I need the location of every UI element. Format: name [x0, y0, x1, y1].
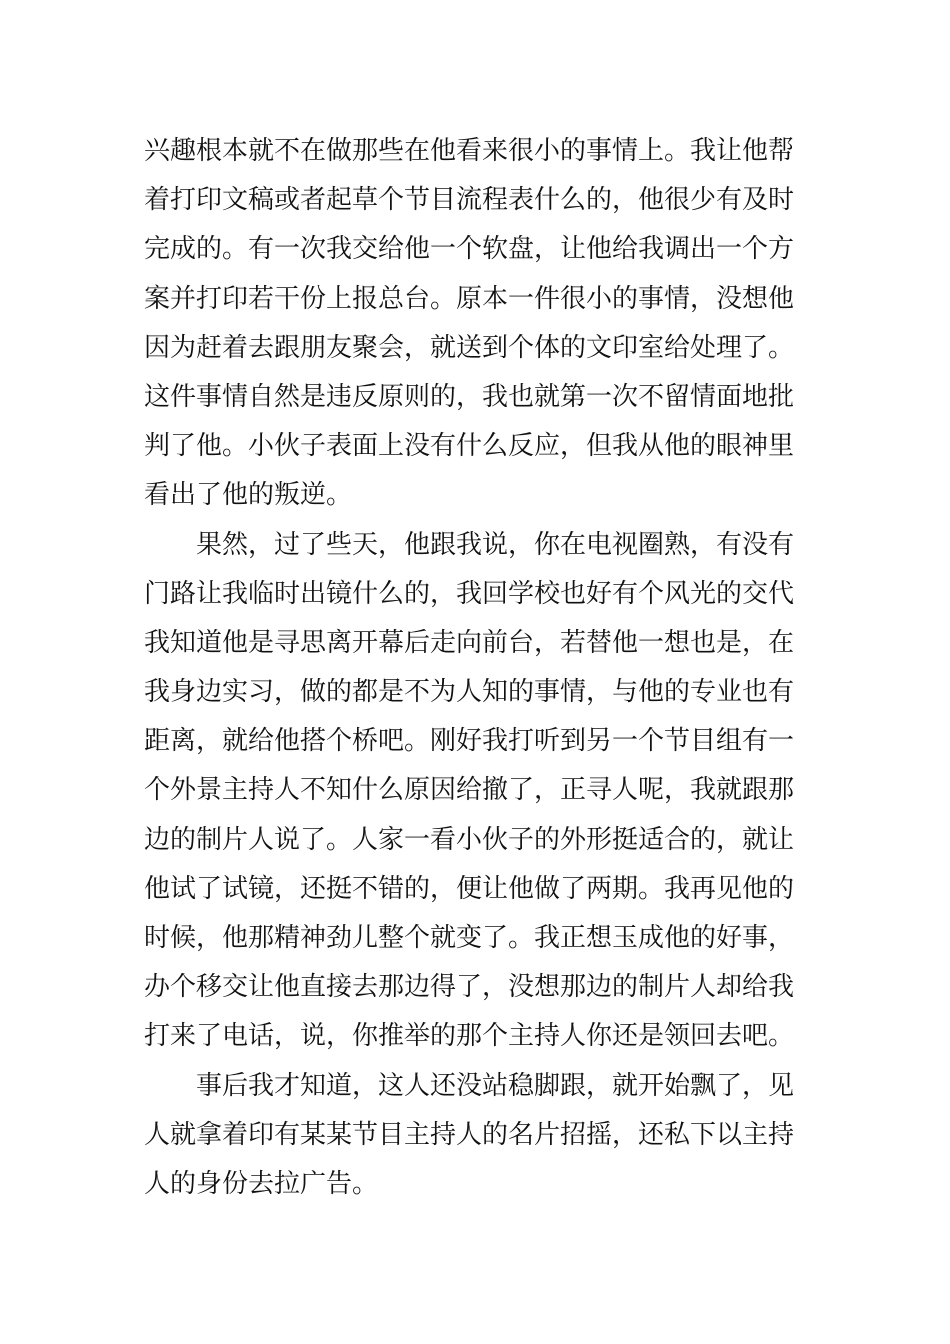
text-line: 我身边实习，做的都是不为人知的事情，与他的专业也有	[144, 677, 795, 708]
text-line: 距离，就给他搭个桥吧。刚好我打听到另一个节目组有一	[144, 726, 795, 757]
paragraph-start-line: 事后我才知道，这人还没站稳脚跟，就开始飘了，见	[196, 1070, 795, 1101]
text-line: 完成的。有一次我交给他一个软盘，让他给我调出一个方	[144, 234, 795, 265]
text-line: 因为赶着去跟朋友聚会，就送到个体的文印室给处理了。	[144, 332, 795, 363]
body-text	[144, 127, 808, 1209]
text-line: 判了他。小伙子表面上没有什么反应，但我从他的眼神里	[144, 431, 795, 462]
text-line: 时候，他那精神劲儿整个就变了。我正想玉成他的好事，	[144, 923, 795, 953]
paragraph-start-line: 果然，过了些天，他跟我说，你在电视圈熟，有没有	[196, 529, 795, 560]
text-line: 打来了电话，说，你推举的那个主持人你还是领回去吧。	[144, 1021, 795, 1052]
text-line: 这件事情自然是违反原则的，我也就第一次不留情面地批	[144, 381, 795, 412]
text-line: 边的制片人说了。人家一看小伙子的外形挺适合的，就让	[144, 824, 795, 855]
text-line: 人就拿着印有某某节目主持人的名片招摇，还私下以主持	[144, 1119, 795, 1150]
text-line: 他试了试镜，还挺不错的，便让他做了两期。我再见他的	[144, 873, 795, 904]
text-line: 个外景主持人不知什么原因给撤了，正寻人呢，我就跟那	[144, 775, 795, 806]
text-line: 办个移交让他直接去那边得了，没想那边的制片人却给我	[144, 972, 795, 1003]
text-line: 我知道他是寻思离开幕后走向前台，若替他一想也是，在	[144, 627, 795, 658]
text-line: 看出了他的叛逆。	[144, 480, 353, 511]
text-line: 案并打印若干份上报总台。原本一件很小的事情，没想他	[144, 283, 795, 314]
text-line: 门路让我临时出镜什么的，我回学校也好有个风光的交代	[144, 578, 795, 609]
text-line: 兴趣根本就不在做那些在他看来很小的事情上。我让他帮	[144, 136, 795, 166]
text-line: 人的身份去拉广告。	[144, 1168, 379, 1199]
text-line: 着打印文稿或者起草个节目流程表什么的，他很少有及时	[144, 185, 795, 216]
